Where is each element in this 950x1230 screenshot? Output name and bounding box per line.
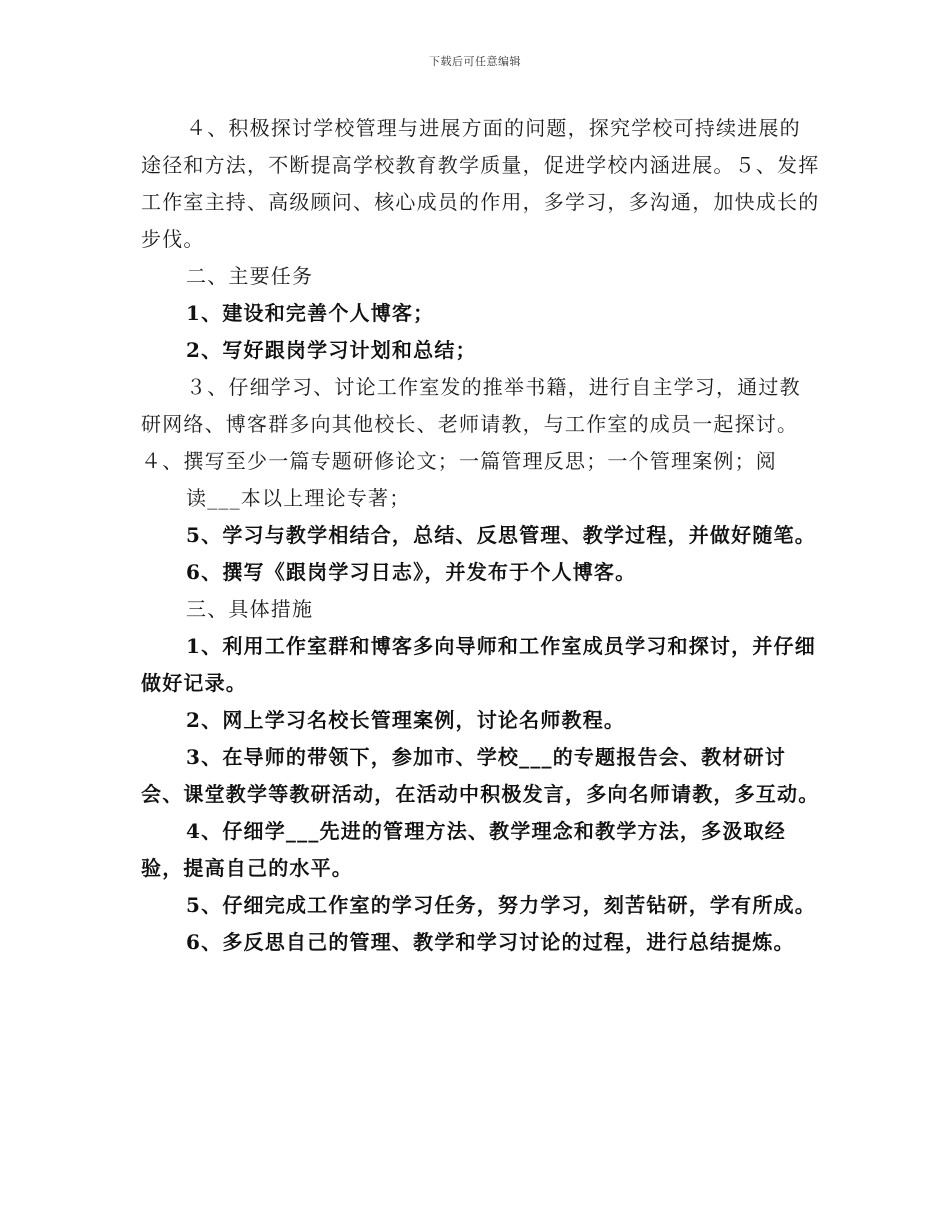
page-header: 下载后可任意编辑 <box>429 55 521 68</box>
task-item-3-4: ３、仔细学习、讨论工作室发的推举书籍，进行自主学习，通过教研网络、博客群多向其他校长、老师请教，与工作室的成员一起探讨。４、撰写至少一篇专题研修论文；一篇管理反思；一个管理案例；阅 <box>141 375 801 473</box>
task-item-1: 1、建设和完善个人博客； <box>186 301 435 325</box>
measure-item-2: 2、网上学习名校长管理案例，讨论名师教程。 <box>186 708 626 732</box>
section-heading-main-tasks: 二、主要任务 <box>186 264 314 288</box>
task-item-6: 6、撰写《跟岗学习日志》，并发布于个人博客。 <box>186 560 637 584</box>
section-heading-measures: 三、具体措施 <box>186 597 314 621</box>
task-item-2: 2、写好跟岗学习计划和总结； <box>186 338 477 362</box>
measure-item-3: 3、在导师的带领下，参加市、学校___的专题报告会、教材研讨会、课堂教学等教研活动，在活动中积极发言，多向名师请教，多互动。 <box>141 745 820 806</box>
document-body <box>141 110 821 961</box>
paragraph-goals-4-5: ４、积极探讨学校管理与进展方面的问题，探究学校可持续进展的途径和方法，不断提高学校教育教学质量，促进学校内涵进展。５、发挥工作室主持、高级顾问、核心成员的作用，多学习，多沟通，加快成长的步伐。 <box>141 116 820 251</box>
measure-item-4: 4、仔细学___先进的管理方法、教学理念和教学方法，多汲取经验，提高自己的水平。 <box>141 819 786 880</box>
task-item-5: 5、学习与教学相结合，总结、反思管理、教学过程，并做好随笔。 <box>186 523 816 547</box>
measure-item-5: 5、仔细完成工作室的学习任务，努力学习，刻苦钻研，学有所成。 <box>186 893 816 917</box>
task-item-4-continued: 读___本以上理论专著； <box>186 486 411 510</box>
measure-item-1: 1、利用工作室群和博客多向导师和工作室成员学习和探讨，并仔细做好记录。 <box>141 634 816 695</box>
measure-item-6: 6、多反思自己的管理、教学和学习讨论的过程，进行总结提炼。 <box>186 930 795 954</box>
